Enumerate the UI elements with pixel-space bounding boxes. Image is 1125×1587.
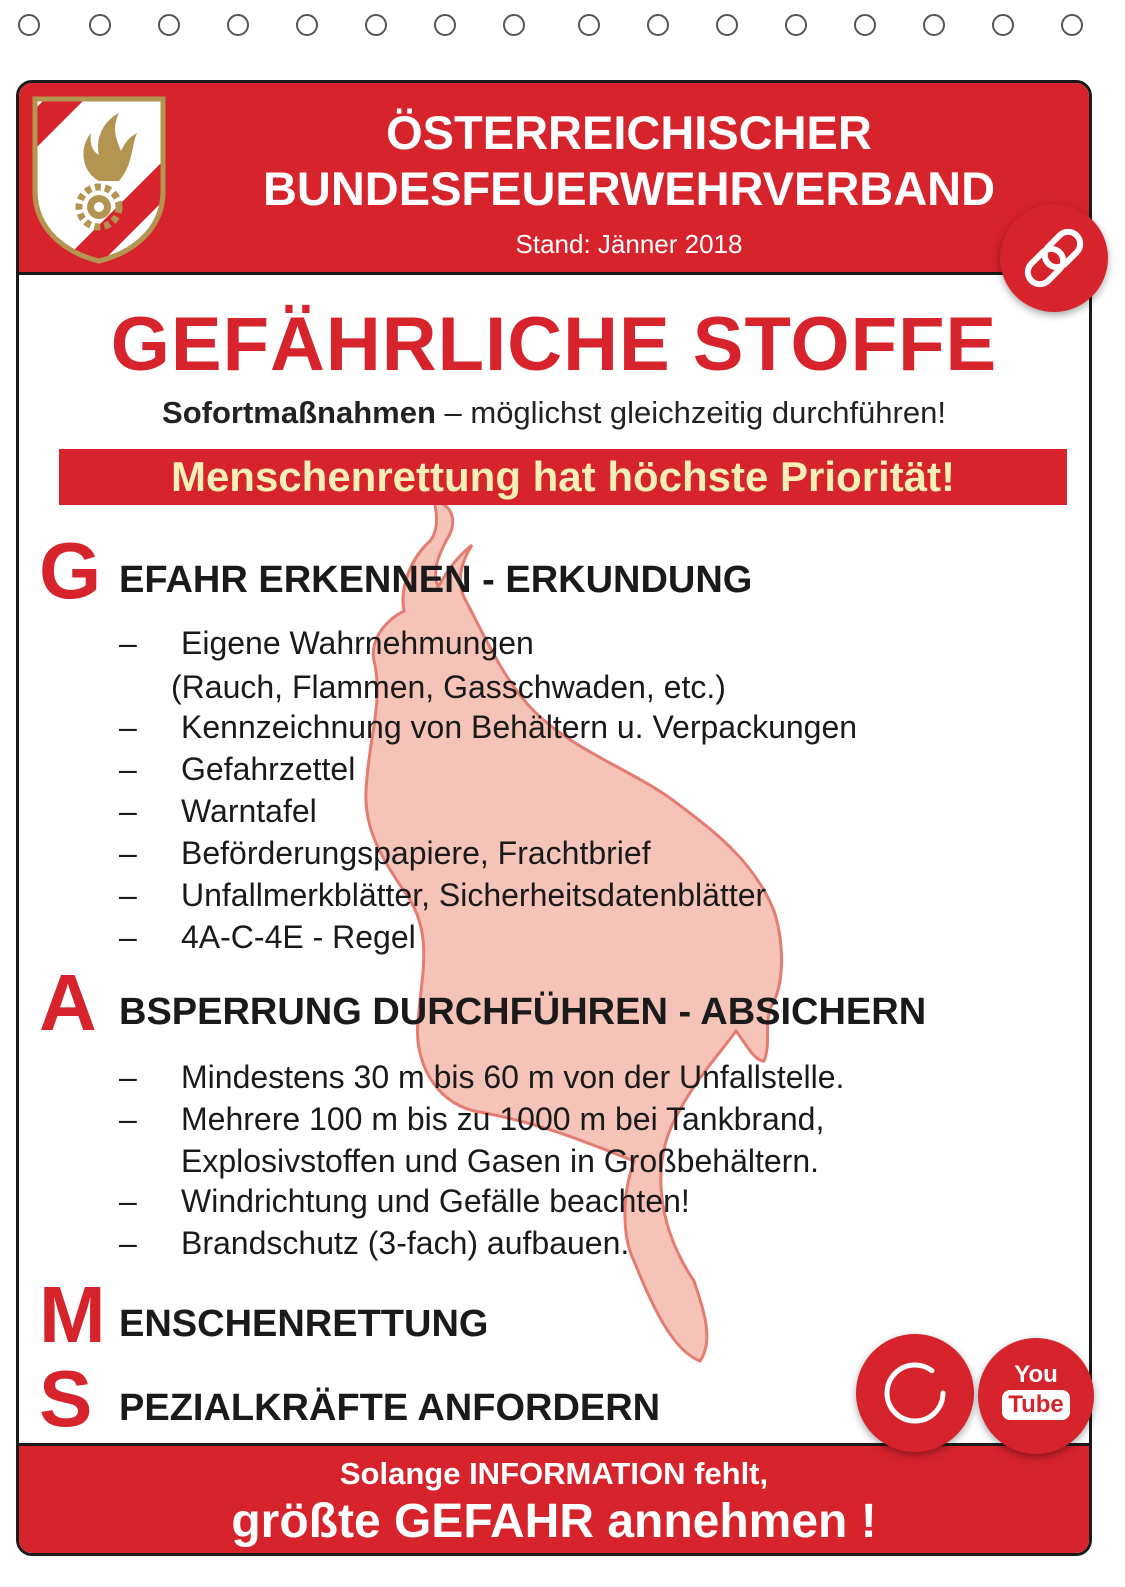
link-button[interactable] [1000, 204, 1108, 312]
footer-line2: größte GEFAHR annehmen ! [231, 1495, 877, 1548]
subtitle [19, 395, 1089, 431]
list-item-continuation: (Rauch, Flammen, Gasschwaden, etc.) [171, 669, 726, 705]
binder-hole [227, 14, 249, 36]
fire-brigade-shield-icon [29, 95, 169, 265]
youtube-icon [978, 1362, 1094, 1420]
binder-hole [716, 14, 738, 36]
binder-hole [18, 14, 40, 36]
loading-spinner-icon [856, 1334, 974, 1452]
binder-hole [578, 14, 600, 36]
header-banner [19, 83, 1089, 275]
section-letter: S [39, 1354, 93, 1443]
binder-hole [1061, 14, 1083, 36]
binder-hole [503, 14, 525, 36]
youtube-you-text: You [1014, 1361, 1058, 1388]
organization-name [199, 105, 1059, 217]
subtitle-rest: – möglichst gleichzeitig durchführen! [435, 395, 946, 430]
document-card: ÖSTERREICHISCHER BUNDESFEUERWEHRVERBAND Stand: Jänner 2018 GEFÄHRLICHE STOFFE Sofortmaßnahmen – möglichst gleichzeitig durchführen! Menschenrettung hat höchste Priorität! G EFAHR ERKENNEN - ERKUNDUNG – Eigene Wahrnehmungen (Rauch, Flammen, Gasschwaden, etc.) – Kennzeichnung von Behältern u. Verpackungen – Gefahrzettel – Warntafel – Beförderungspapiere, Frachtbrief – Unfallmerkblätter, Sicherheitsdatenblätter – 4A-C-4E - Regel A BSPERRUNG DURCHFÜHREN - ABSICHERN – Mindestens 30 m bis 60 m von der Unfallstelle. – Mehrere 100 m bis zu 1000 m bei Tankbrand, Explosivstoffen und Gasen in Großbehältern. – Windrichtung und Gefälle beachten! – Brandschutz (3-fach) aufbauen. M ENSCHENRETTUNG S PEZIALKRÄFTE ANFORDERN Solange INFORMATION fehlt, größte GEFAHR annehmen ! [16, 80, 1092, 1556]
binder-hole [992, 14, 1014, 36]
binder-hole [365, 14, 387, 36]
footer-line1: Solange INFORMATION fehlt, [339, 1456, 769, 1491]
binder-hole [158, 14, 180, 36]
organization-name-line2: BUNDESFEUERWEHRVERBAND [262, 162, 996, 215]
youtube-button[interactable] [978, 1338, 1094, 1454]
section-title: PEZIALKRÄFTE ANFORDERN [119, 1387, 661, 1429]
binder-hole [647, 14, 669, 36]
section-letter: G [39, 526, 102, 615]
section-title: BSPERRUNG DURCHFÜHREN - ABSICHERN [119, 991, 927, 1033]
binder-hole [854, 14, 876, 36]
binder-hole [89, 14, 111, 36]
list-item-continuation: Explosivstoffen und Gasen in Großbehältern. [181, 1143, 819, 1179]
section-title: ENSCHENRETTUNG [119, 1303, 489, 1345]
date-stand: Stand: Jänner 2018 [515, 229, 743, 259]
section-letter: A [39, 958, 97, 1047]
binder-hole [296, 14, 318, 36]
link-chain-icon [1000, 204, 1108, 312]
priority-banner: Menschenrettung hat höchste Priorität! [59, 449, 1067, 505]
binder-hole [923, 14, 945, 36]
organization-name-line1: ÖSTERREICHISCHER [386, 106, 872, 159]
page-title: GEFÄHRLICHE STOFFE [110, 302, 998, 387]
binder-hole [785, 14, 807, 36]
subtitle-bold: Sofortmaßnahmen [162, 395, 436, 430]
binder-holes [18, 14, 1108, 44]
footer-banner [19, 1443, 1089, 1553]
youtube-tube-text: Tube [1002, 1390, 1070, 1420]
binder-hole [434, 14, 456, 36]
loading-button[interactable] [856, 1334, 974, 1452]
section-letter: M [39, 1270, 106, 1359]
section-title: EFAHR ERKENNEN - ERKUNDUNG [119, 559, 753, 601]
